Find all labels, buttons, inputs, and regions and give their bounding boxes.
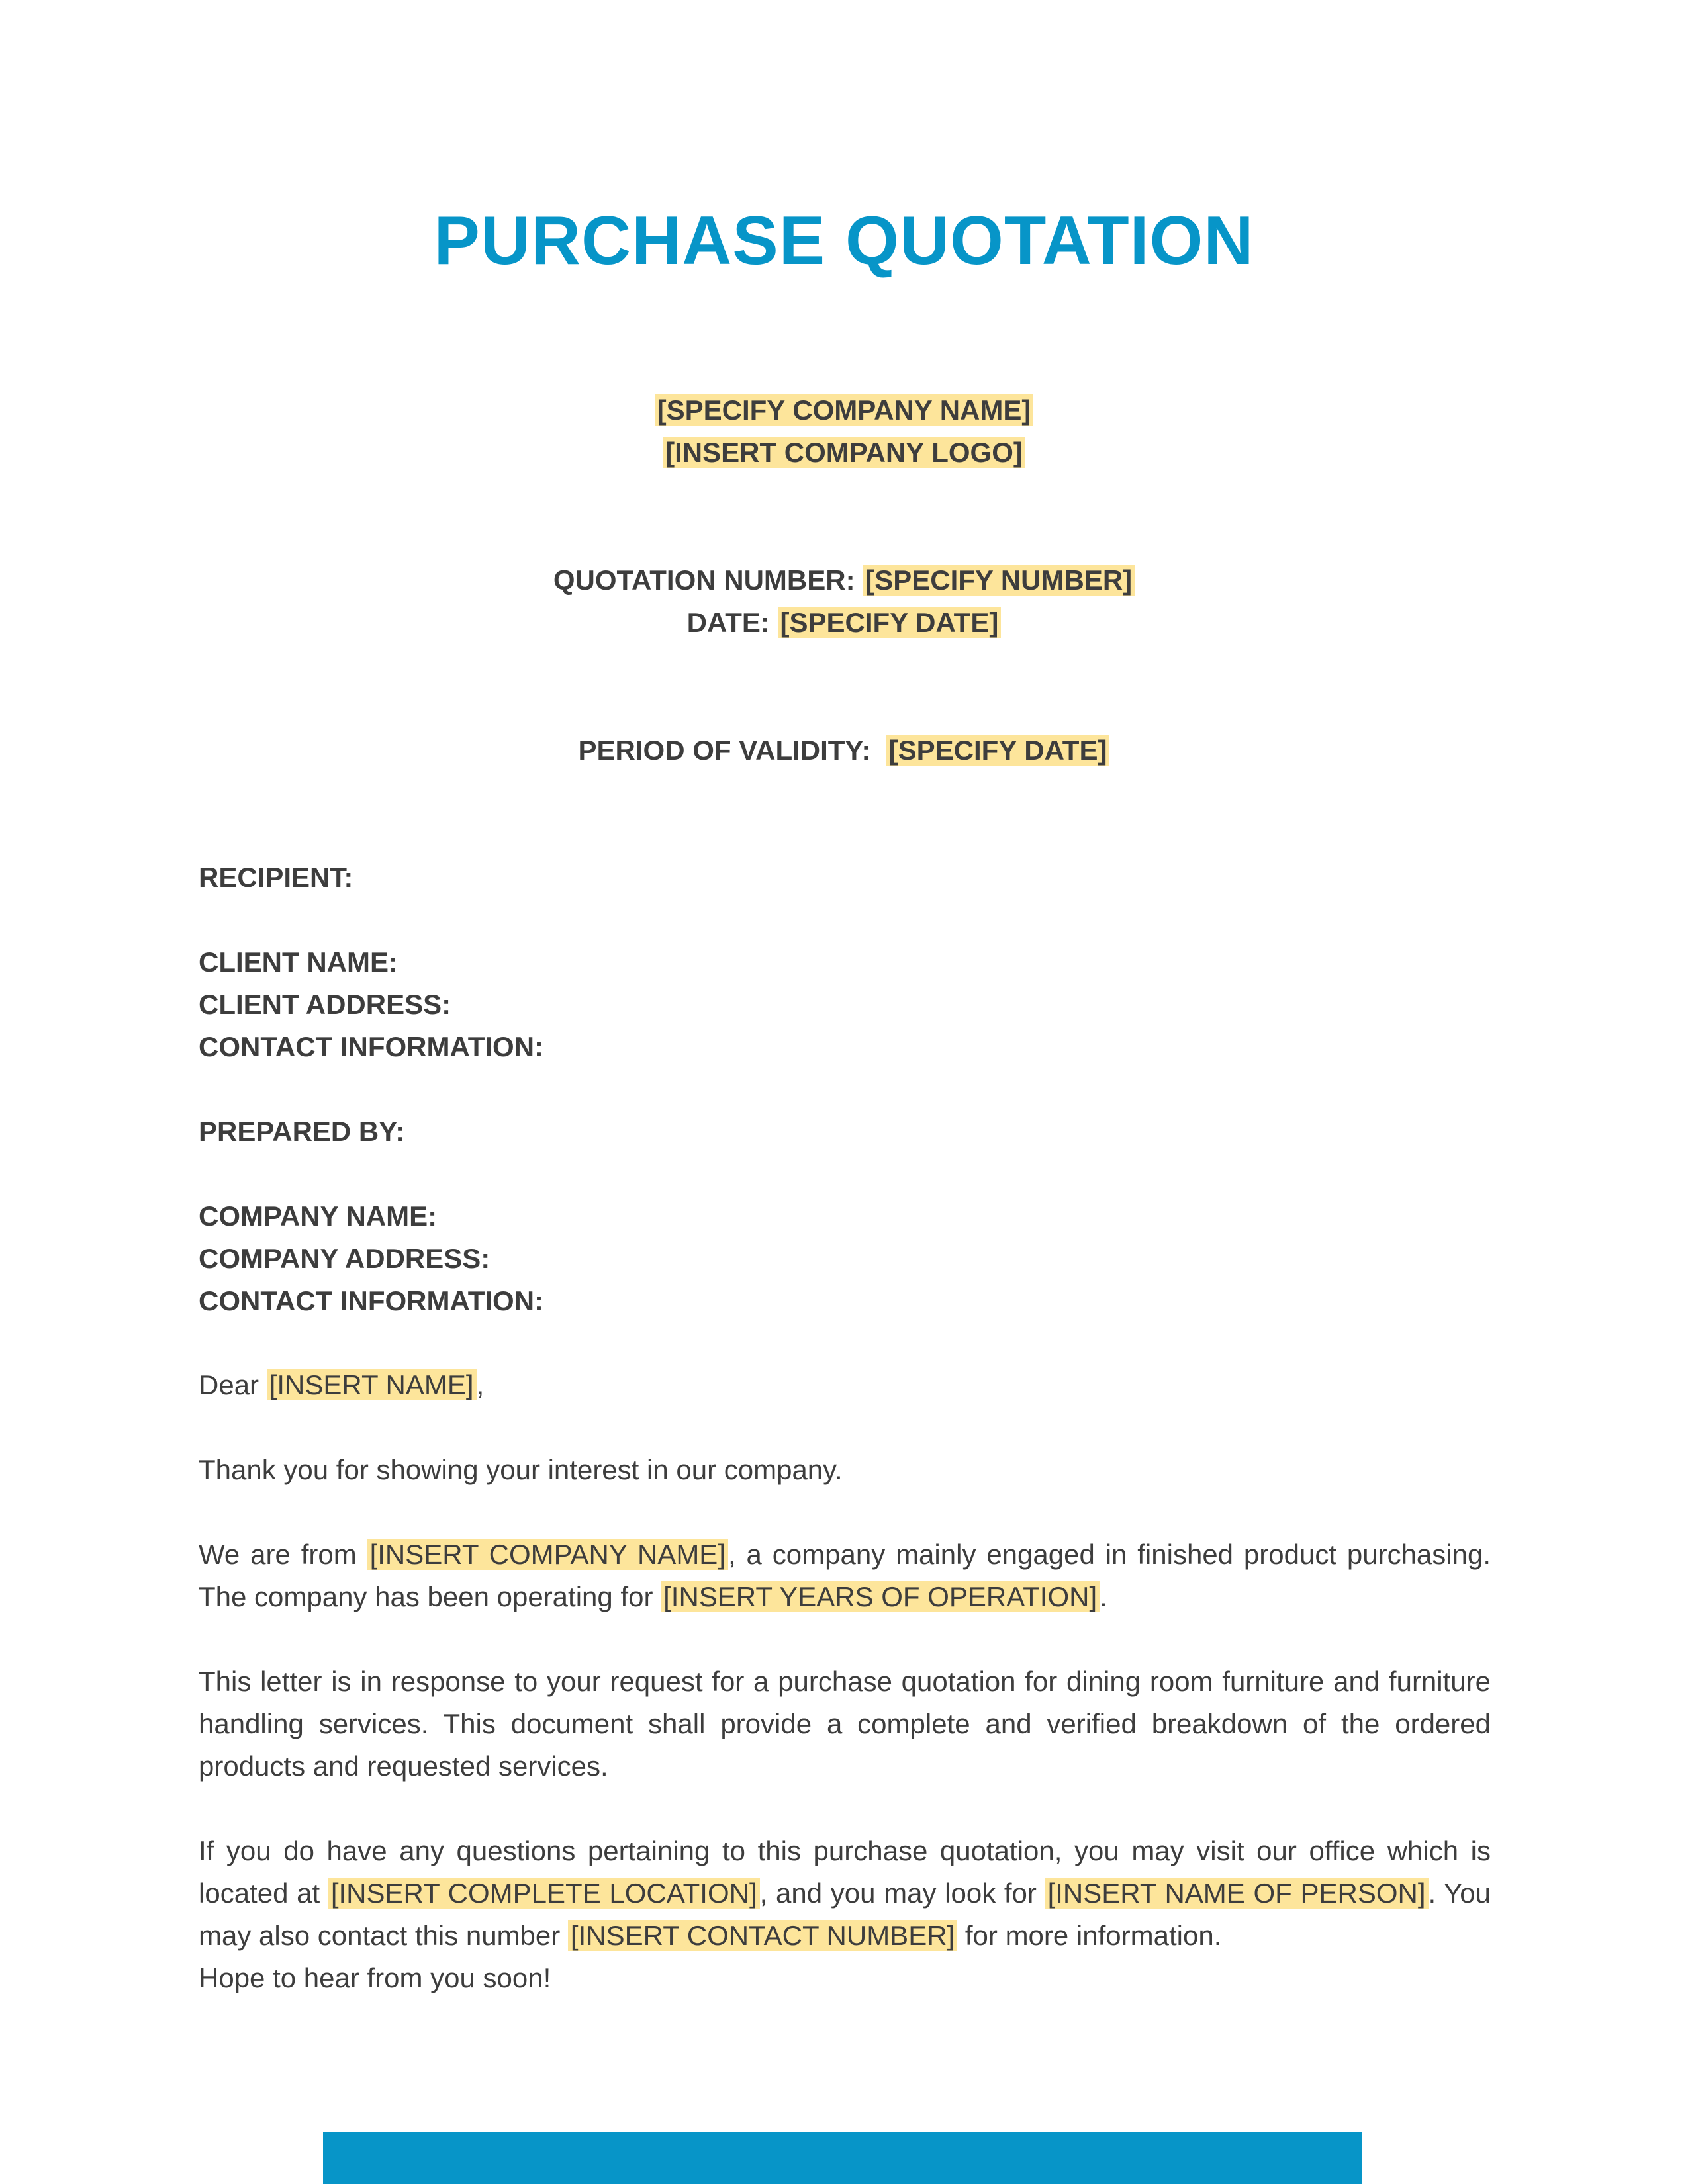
company-name-label: COMPANY NAME:	[199, 1201, 438, 1232]
closing-line: Hope to hear from you soon!	[199, 1962, 551, 1993]
salutation-suffix: ,	[476, 1369, 485, 1400]
company-address-label: COMPANY ADDRESS:	[199, 1243, 491, 1274]
p4-text-c: . You may also contact this number	[199, 1878, 1491, 1951]
client-address-label: CLIENT ADDRESS:	[199, 989, 451, 1020]
salutation	[199, 1364, 1491, 1406]
client-contact-label: CONTACT INFORMATION:	[199, 1031, 544, 1062]
paragraph-questions	[199, 1830, 1491, 1957]
date-label: DATE:	[686, 607, 770, 638]
quotation-number-line	[0, 559, 1688, 602]
footer-accent-bar	[323, 2132, 1362, 2184]
p2-company-placeholder: [INSERT COMPANY NAME]	[367, 1539, 728, 1570]
p4-person-placeholder: [INSERT NAME OF PERSON]	[1045, 1878, 1429, 1909]
salutation-name: [INSERT NAME]	[267, 1369, 477, 1400]
p4-text-d: for more information.	[957, 1920, 1222, 1951]
validity-value: [SPECIFY DATE]	[886, 735, 1110, 766]
letter-body	[199, 1364, 1491, 1999]
date-value: [SPECIFY DATE]	[778, 607, 1002, 638]
company-name-placeholder: [SPECIFY COMPANY NAME]	[655, 394, 1034, 426]
company-logo-placeholder: [INSERT COMPANY LOGO]	[663, 437, 1025, 468]
p4-location-placeholder: [INSERT COMPLETE LOCATION]	[328, 1878, 760, 1909]
validity-label: PERIOD OF VALIDITY:	[578, 735, 871, 766]
date-line	[0, 602, 1688, 644]
client-name-label: CLIENT NAME:	[199, 946, 398, 978]
paragraph-company-intro	[199, 1533, 1491, 1618]
p2-years-placeholder: [INSERT YEARS OF OPERATION]	[661, 1581, 1100, 1612]
validity-line	[0, 729, 1688, 772]
paragraph-thanks: Thank you for showing your interest in our company.	[199, 1454, 843, 1485]
quotation-number-label: QUOTATION NUMBER:	[553, 565, 855, 596]
quotation-number-value: [SPECIFY NUMBER]	[863, 565, 1135, 596]
p2-text-c: .	[1100, 1581, 1107, 1612]
page-title: PURCHASE QUOTATION	[434, 203, 1254, 279]
paragraph-response: This letter is in response to your request for a purchase quotation for dining room furniture and furniture handling services. This document shall provide a complete and verified breakdown of the ordered products and requested services.	[199, 1666, 1491, 1782]
p2-text-b: , a company mainly engaged in finished product purchasing. The company has been operating for	[199, 1539, 1491, 1612]
recipient-section	[199, 856, 1491, 1322]
company-name-line	[0, 389, 1688, 432]
recipient-heading: RECIPIENT:	[199, 862, 353, 893]
p4-text-a: If you do have any questions pertaining to this purchase quotation, you may visit our office which is located at	[199, 1835, 1491, 1909]
p4-text-b: , and you may look for	[759, 1878, 1045, 1909]
prepared-by-heading: PREPARED BY:	[199, 1116, 405, 1147]
company-contact-label: CONTACT INFORMATION:	[199, 1285, 544, 1316]
p4-number-placeholder: [INSERT CONTACT NUMBER]	[568, 1920, 957, 1951]
company-logo-line	[0, 432, 1688, 474]
p2-text-a: We are from	[199, 1539, 367, 1570]
salutation-prefix: Dear	[199, 1369, 267, 1400]
